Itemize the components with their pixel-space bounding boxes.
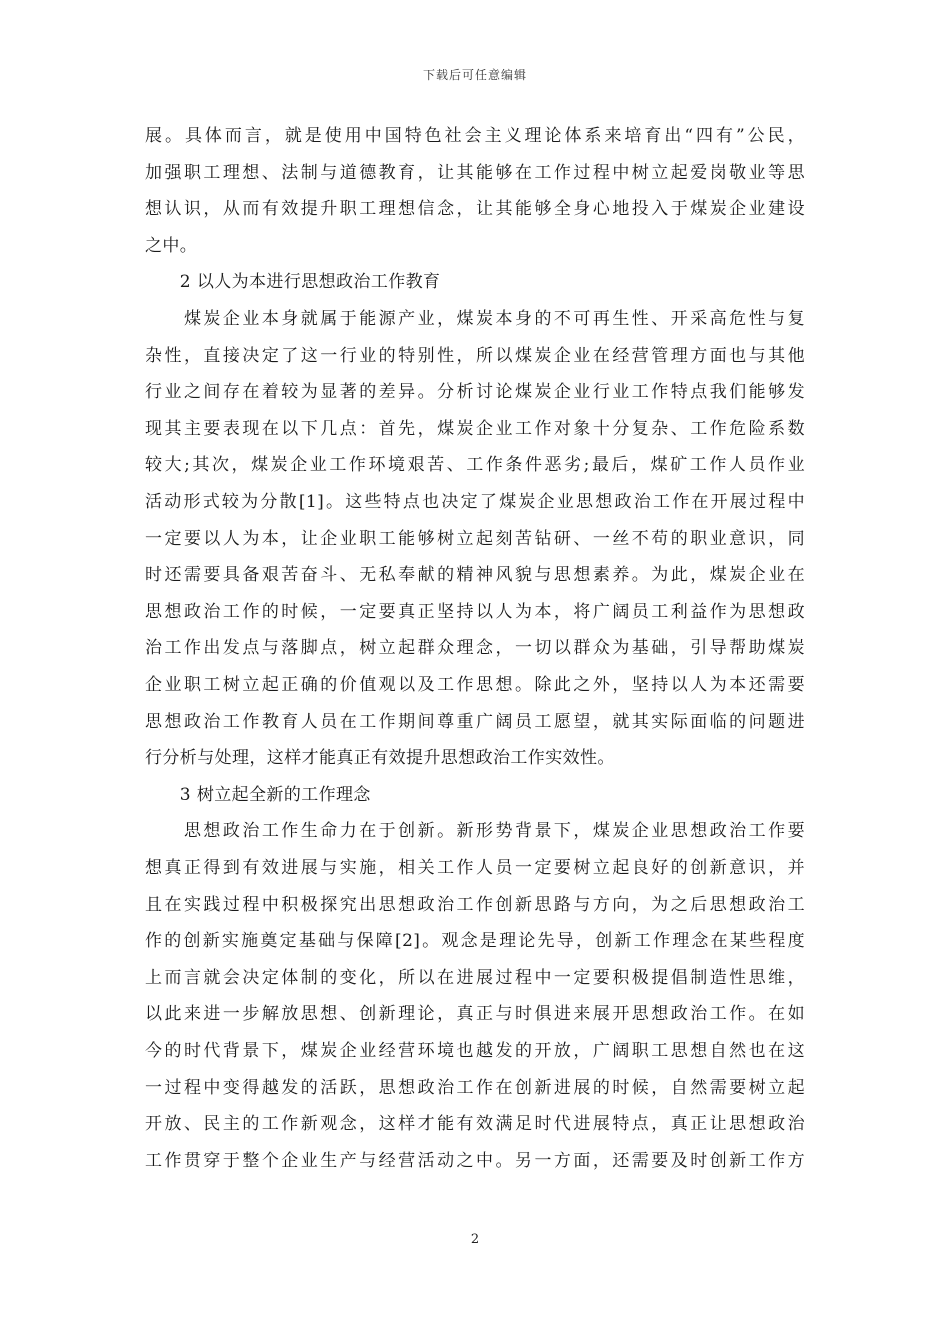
- text-line: 思想政治工作的时候，一定要真正坚持以人为本，将广阔员工利益作为思想政: [145, 601, 805, 622]
- text-line: 以此来进一步解放思想、创新理论，真正与时俱进来展开思想政治工作。在如: [145, 1004, 805, 1025]
- text-line: 时还需要具备艰苦奋斗、无私奉献的精神风貌与思想素养。为此，煤炭企业在: [145, 565, 805, 586]
- text-line: 现其主要表现在以下几点：首先，煤炭企业工作对象十分复杂、工作危险系数: [145, 418, 805, 439]
- text-line: 思想政治工作教育人员在工作期间尊重广阔员工愿望，就其实际面临的问题进: [145, 711, 805, 732]
- page-number: 2: [470, 1232, 480, 1247]
- text-line: 较大;其次，煤炭企业工作环境艰苦、工作条件恶劣;最后，煤矿工作人员作业: [145, 455, 805, 476]
- text-line: 开放、民主的工作新观念，这样才能有效满足时代进展特点，真正让思想政治: [145, 1114, 805, 1135]
- text-line: 企业职工树立起正确的价值观以及工作思想。除此之外，坚持以人为本还需要: [145, 675, 805, 695]
- text-line: 杂性，直接决定了这一行业的特别性，所以煤炭企业在经营管理方面也与其他: [145, 345, 805, 366]
- text-line: 2 以人为本进行思想政治工作教育: [145, 272, 441, 293]
- text-line: 行业之间存在着较为显著的差异。分析讨论煤炭企业行业工作特点我们能够发: [145, 382, 805, 403]
- text-line: 活动形式较为分散[1]。这些特点也决定了煤炭企业思想政治工作在开展过程中: [145, 492, 805, 512]
- text-line: 思想政治工作生命力在于创新。新形势背景下，煤炭企业思想政治工作要: [145, 821, 805, 842]
- text-line: 上而言就会决定体制的变化，所以在进展过程中一定要积极提倡制造性思维，: [145, 967, 805, 988]
- text-line: 行分析与处理，这样才能真正有效提升思想政治工作实效性。: [145, 748, 615, 769]
- text-line: 今的时代背景下，煤炭企业经营环境也越发的开放，广阔职工思想自然也在这: [145, 1041, 805, 1061]
- text-line: 一过程中变得越发的活跃，思想政治工作在创新进展的时候，自然需要树立起: [145, 1077, 805, 1098]
- text-line: 一定要以人为本，让企业职工能够树立起刻苦钻研、一丝不苟的职业意识，同: [145, 528, 805, 549]
- text-line: 煤炭企业本身就属于能源产业，煤炭本身的不可再生性、开采高危性与复: [145, 309, 805, 329]
- text-line: 之中。: [145, 235, 198, 256]
- text-line: 工作贯穿于整个企业生产与经营活动之中。另一方面，还需要及时创新工作方: [145, 1150, 805, 1171]
- text-line: 想认识，从而有效提升职工理想信念，让其能够全身心地投入于煤炭企业建设: [145, 199, 805, 220]
- text-line: 展。具体而言，就是使用中国特色社会主义理论体系来培育出“四有”公民，: [145, 126, 805, 146]
- text-line: 且在实践过程中积极探究出思想政治工作创新思路与方向，为之后思想政治工: [145, 894, 805, 915]
- text-line: 加强职工理想、法制与道德教育，让其能够在工作过程中树立起爱岗敬业等思: [145, 162, 805, 183]
- text-line: 3 树立起全新的工作理念: [145, 784, 371, 805]
- text-line: 作的创新实施奠定基础与保障[2]。观念是理论先导，创新工作理念在某些程度: [145, 931, 805, 952]
- text-line: 治工作出发点与落脚点，树立起群众理念，一切以群众为基础，引导帮助煤炭: [145, 638, 805, 659]
- text-line: 想真正得到有效进展与实施，相关工作人员一定要树立起良好的创新意识，并: [145, 858, 805, 878]
- page-header: 下载后可任意编辑: [422, 68, 527, 82]
